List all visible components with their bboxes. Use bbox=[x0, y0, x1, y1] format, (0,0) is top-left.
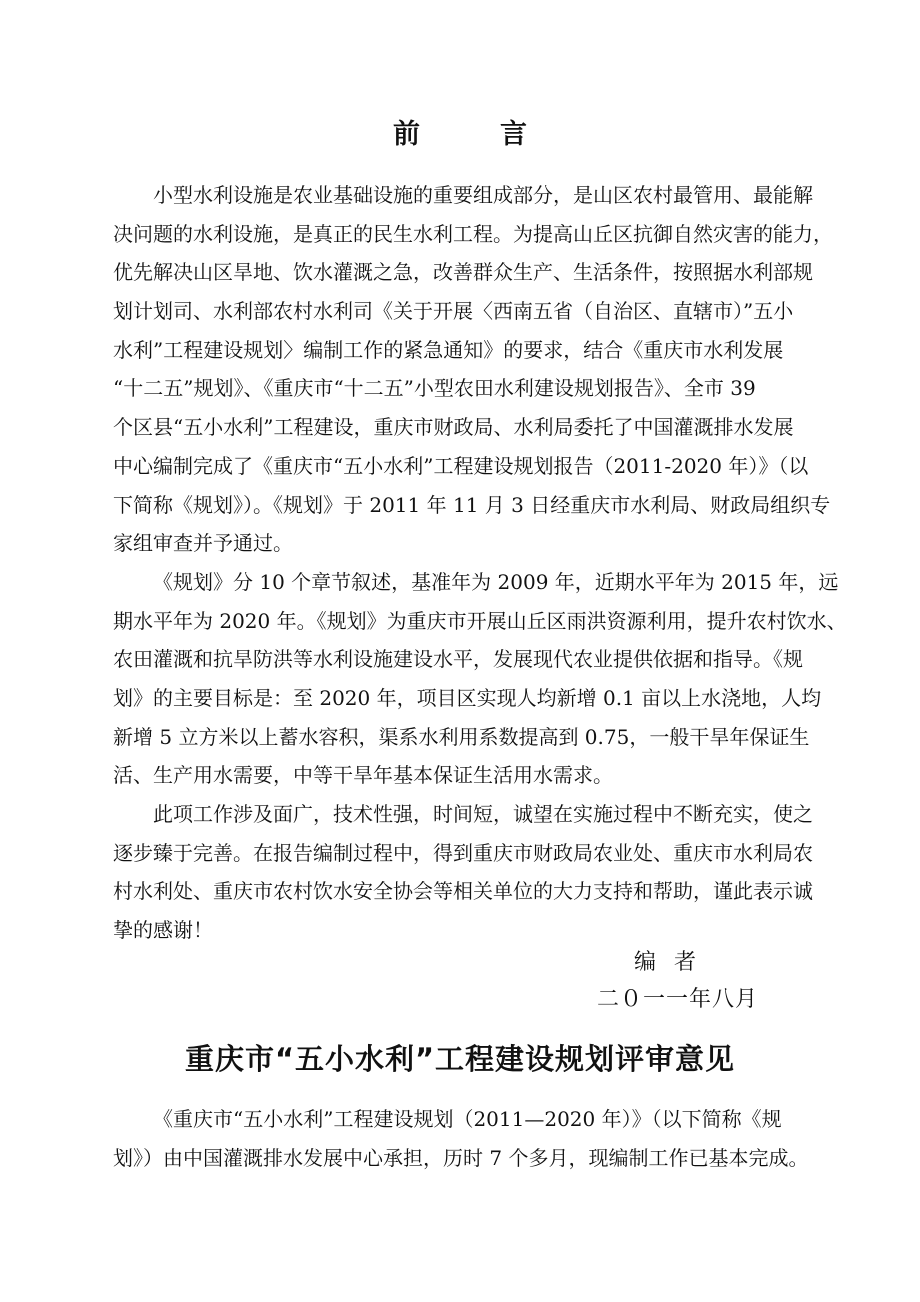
text-line: 决问题的水利设施，是真正的民生水利工程。为提高山丘区抗御自然灾害的能力， bbox=[113, 221, 833, 246]
text-line: 中心编制完成了《重庆市“五小水利”工程建设规划报告（2011-2020 年）》（以 bbox=[113, 453, 809, 478]
text-line: 划》的主要目标是：至 2020 年，项目区实现人均新增 0.1 亩以上水浇地，人均 bbox=[113, 686, 822, 711]
text-line: 划》）由中国灌溉排水发展中心承担，历时 7 个多月，现编制工作已基本完成。 bbox=[113, 1145, 809, 1170]
text-line: 下简称《规划》）。《规划》于 2011 年 11 月 3 日经重庆市水利局、财政局组织专 bbox=[113, 492, 831, 517]
text-line: 逐步臻于完善。在报告编制过程中，得到重庆市财政局农业处、重庆市水利局农 bbox=[113, 840, 813, 865]
text-line: “十二五”规划》、《重庆市“十二五”小型农田水利建设规划报告》、全市 39 bbox=[113, 376, 756, 401]
review-paragraph bbox=[113, 1100, 808, 1177]
text-line: 此项工作涉及面广，技术性强，时间短，诚望在实施过程中不断充实，使之 bbox=[153, 802, 813, 826]
text-line: 新增 5 立方米以上蓄水容积，渠系水利用系数提高到 0.75，一般干旱年保证生 bbox=[113, 724, 810, 749]
preface-paragraph-1 bbox=[113, 176, 833, 563]
signature-date: 二０一一年八月 bbox=[597, 987, 759, 1012]
text-line: 水利”工程建设规划〉编制工作的紧急通知》的要求，结合《重庆市水利发展 bbox=[113, 337, 784, 362]
text-line: 农田灌溉和抗旱防洪等水利设施建设水平，发展现代农业提供依据和指导。《规 bbox=[113, 647, 803, 672]
text-line: 村水利处、重庆市农村饮水安全协会等相关单位的大力支持和帮助，谨此表示诚 bbox=[113, 879, 813, 904]
text-line: 家组审查并予通过。 bbox=[113, 531, 293, 556]
text-line: 《规划》分 10 个章节叙述，基准年为 2009 年，近期水平年为 2015 年，远 bbox=[153, 570, 839, 594]
text-line: 期水平年为 2020 年。《规划》为重庆市开展山丘区雨洪资源利用，提升农村饮水、 bbox=[113, 608, 847, 633]
text-line: 挚的感谢！ bbox=[113, 918, 213, 943]
text-line: 划计划司、水利部农村水利司《关于开展〈西南五省（自治区、直辖市）”五小 bbox=[113, 299, 794, 324]
review-title: 重庆市“五小水利”工程建设规划评审意见 bbox=[184, 1042, 736, 1076]
preface-paragraph-3 bbox=[113, 795, 813, 950]
text-line: 个区县“五小水利”工程建设，重庆市财政局、水利局委托了中国灌溉排水发展 bbox=[113, 415, 794, 440]
signature-author: 编者 bbox=[634, 950, 715, 975]
preface-title: 前言 bbox=[393, 119, 607, 150]
text-line: 小型水利设施是农业基础设施的重要组成部分，是山区农村最管用、最能解 bbox=[153, 183, 813, 207]
text-line: 优先解决山区旱地、饮水灌溉之急，改善群众生产、生活条件，按照据水利部规 bbox=[113, 260, 813, 285]
preface-paragraph-2 bbox=[113, 563, 847, 795]
text-line: 活、生产用水需要，中等干旱年基本保证生活用水需求。 bbox=[113, 763, 613, 788]
text-line: 《重庆市“五小水利”工程建设规划（2011—2020 年）》（以下简称《规 bbox=[153, 1107, 782, 1131]
